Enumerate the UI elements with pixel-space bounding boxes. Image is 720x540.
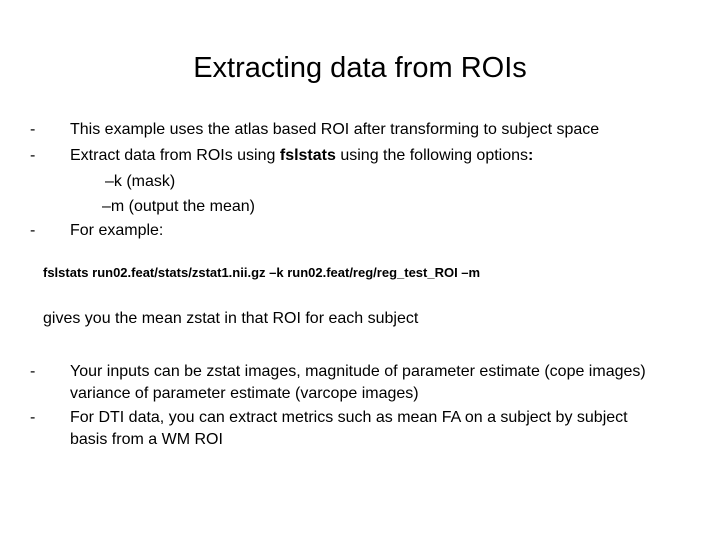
bullet-dash: -: [30, 121, 36, 138]
bullet-item: [30, 145, 599, 167]
command-line: fslstats run02.feat/stats/zstat1.nii.gz –k run02.feat/reg/reg_test_ROI –m: [43, 265, 481, 280]
bullet-text: For example:: [70, 222, 164, 239]
slide-title: Extracting data from ROIs: [193, 52, 527, 84]
bullet-dash: -: [30, 363, 36, 380]
bullet-dash: -: [30, 222, 36, 239]
bullet-list-bottom: [30, 361, 660, 451]
bullet-text-after: using the following options: [335, 147, 529, 164]
bullet-text-bold: fslstats: [279, 147, 336, 164]
bullet-text: This example uses the atlas based ROI after transforming to subject space: [70, 121, 600, 138]
bullet-text: For DTI data, you can extract metrics such as mean FA on a subject by subject basis from a WM ROI: [70, 409, 628, 448]
bullet-dash: -: [30, 147, 36, 164]
bullet-text-colon: :: [528, 147, 534, 164]
bullet-list-top: [30, 119, 599, 242]
bullet-dash: -: [30, 409, 36, 426]
paragraph: gives you the mean zstat in that ROI for each subject: [43, 310, 419, 327]
bullet-text: Your inputs can be zstat images, magnitude of parameter estimate (cope images) variance of parameter estimate (varcope images): [70, 363, 646, 402]
bullet-text-before: Extract data from ROIs using: [70, 147, 280, 164]
bullet-item: [30, 407, 660, 451]
option-item: –m (output the mean): [102, 198, 255, 215]
option-item: –k (mask): [105, 173, 176, 190]
bullet-item: [30, 119, 599, 141]
bullet-item: [30, 220, 599, 242]
bullet-item: [30, 361, 660, 405]
